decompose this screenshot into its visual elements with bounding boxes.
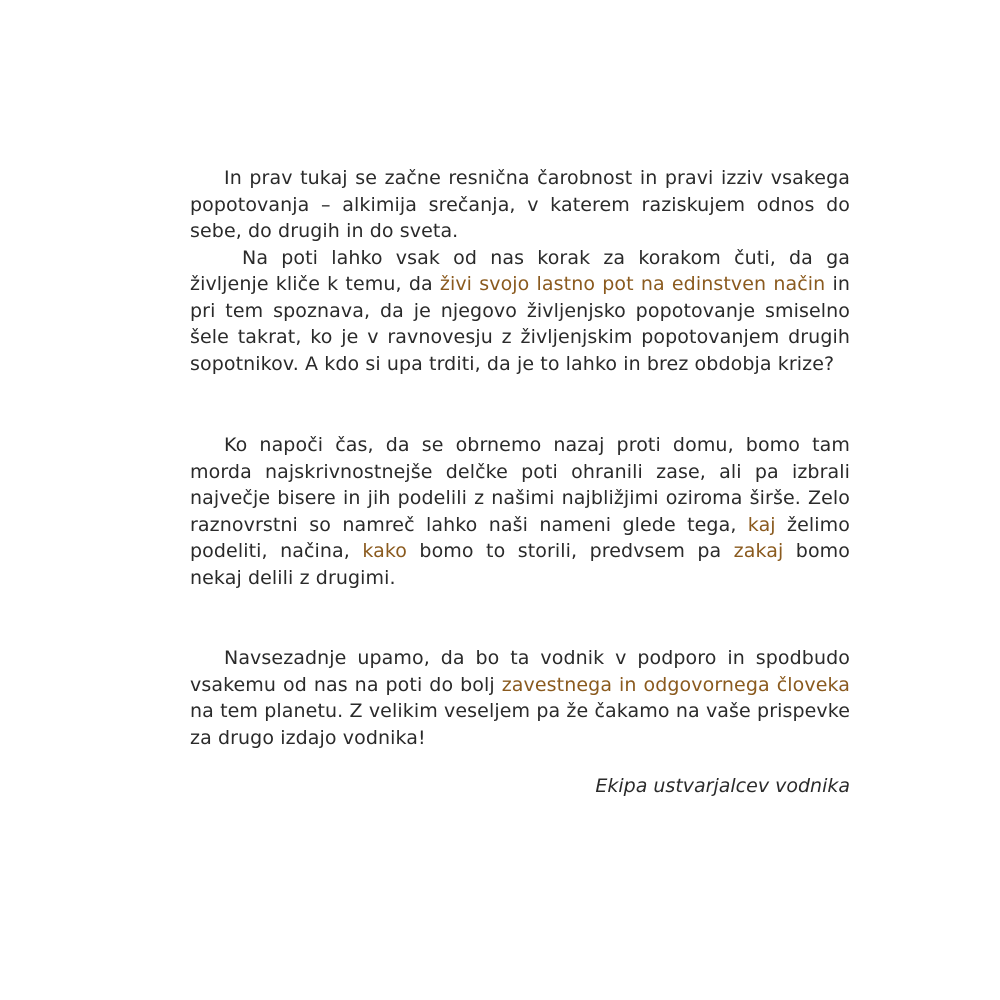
paragraph-2 — [190, 245, 850, 378]
paragraph-3-text-c: bomo to storili, predvsem pa — [407, 540, 734, 562]
paragraph-4 — [190, 645, 850, 751]
text-section-3 — [190, 645, 850, 751]
paragraph-3-text-d: bomo nekaj delili z drugimi. — [190, 540, 851, 589]
paragraph-3 — [190, 432, 850, 591]
signature: Ekipa ustvarjalcev vodnika — [595, 775, 850, 797]
paragraph-3-text-a: Ko napoči čas, da se obrnemo nazaj proti domu, bomo tam morda najskrivnostnejše delčke poti ohranili zase, ali pa izbrali največje bisere in jih podelili z našimi najbližjimi oziroma širše. Zelo raznovrstni so namreč lahko naši nameni glede tega, — [190, 434, 850, 536]
text-section-2 — [190, 432, 850, 591]
paragraph-2-text-b: in pri tem spoznava, da je njegovo življenjsko popotovanje smiselno šele takrat, ko je v ravnovesju z življenjskim popotovanjem drugih sopotnikov. A kdo si upa trditi, da je to lahko in brez obdobja krize? — [190, 273, 850, 375]
paragraph-2-text-a: Na poti lahko vsak od nas korak za korakom čuti, da ga življenje kliče k temu, da — [190, 246, 850, 295]
paragraph-4-highlight: zavestnega in odgovornega človeka — [501, 673, 850, 696]
paragraph-1 — [190, 165, 850, 245]
paragraph-2-highlight: živi svojo lastno pot na edinstven način — [439, 273, 826, 295]
text-section-1 — [190, 165, 850, 377]
paragraph-4-text-a: Navsezadnje upamo, da bo ta vodnik v podporo in spodbudo vsakemu od nas na poti do bolj — [190, 647, 850, 696]
paragraph-4-text-b: na tem planetu. Z velikim veseljem pa že čakamo na vaše prispevke za drugo izdajo vodnika! — [190, 700, 850, 749]
paragraph-3-highlight-zakaj: zakaj — [733, 540, 784, 562]
paragraph-3-highlight-kaj: kaj — [747, 513, 776, 536]
paragraph-3-highlight-kako: kako — [362, 540, 407, 562]
paragraph-3-text-b: želimo podeliti, načina, — [190, 513, 850, 562]
paragraph-1-text: In prav tukaj se začne resnična čarobnost in pravi izziv vsakega popotovanja – alkimija srečanja, v katerem raziskujem odnos do sebe, do drugih in do sveta. — [190, 167, 850, 242]
